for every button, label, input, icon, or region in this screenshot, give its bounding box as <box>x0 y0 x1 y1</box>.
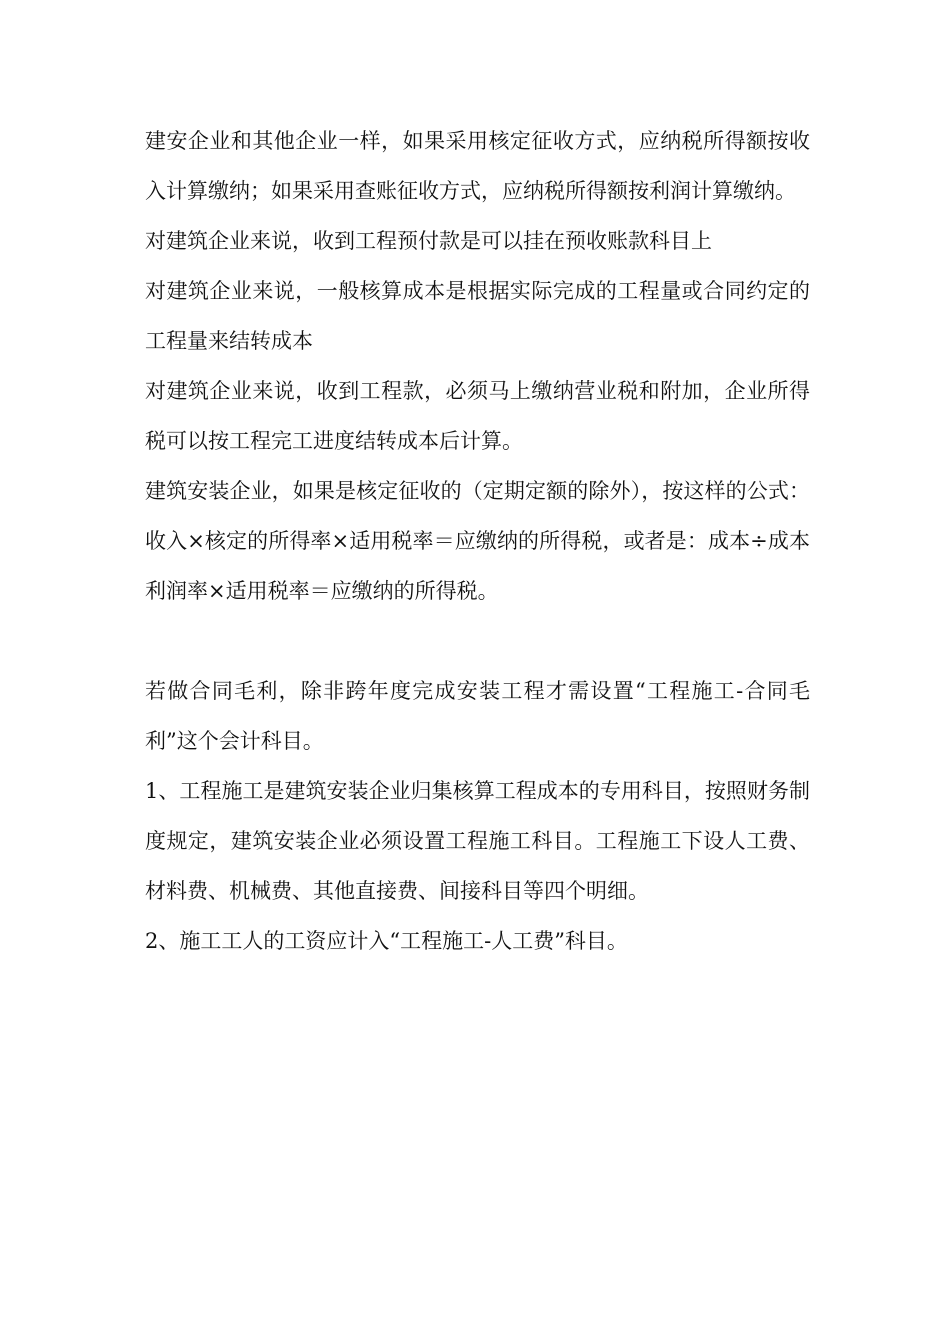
paragraph-item-2-labor-cost: 2、施工工人的工资应计入“工程施工-人工费”科目。 <box>145 929 628 953</box>
paragraph-item-1-construction-account: 1、工程施工是建筑安装企业归集核算工程成本的专用科目，按照财务制度规定，建筑安装企业必须设置工程施工科目。工程施工下设人工费、材料费、机械费、其他直接费、间接科目等四个明细。 <box>145 779 810 903</box>
blank-line <box>145 616 810 666</box>
paragraph-business-tax: 对建筑企业来说，收到工程款，必须马上缴纳营业税和附加，企业所得税可以按工程完工进度结转成本后计算。 <box>145 379 810 453</box>
paragraph-income-tax-formula: 建筑安装企业，如果是核定征收的（定期定额的除外），按这样的公式：收入×核定的所得率×适用税率＝应缴纳的所得税，或者是：成本÷成本利润率×适用税率＝应缴纳的所得税。 <box>145 479 810 603</box>
paragraph-contract-gross-profit: 若做合同毛利，除非跨年度完成安装工程才需设置“工程施工-合同毛利”这个会计科目。 <box>145 679 810 753</box>
paragraph-cost-accounting: 对建筑企业来说，一般核算成本是根据实际完成的工程量或合同约定的工程量来结转成本 <box>145 279 810 353</box>
document-body <box>145 116 810 966</box>
paragraph-tax-collection-methods: 建安企业和其他企业一样，如果采用核定征收方式，应纳税所得额按收入计算缴纳；如果采用查账征收方式，应纳税所得额按利润计算缴纳。 <box>145 129 810 203</box>
paragraph-advance-payment: 对建筑企业来说，收到工程预付款是可以挂在预收账款科目上 <box>145 229 712 253</box>
